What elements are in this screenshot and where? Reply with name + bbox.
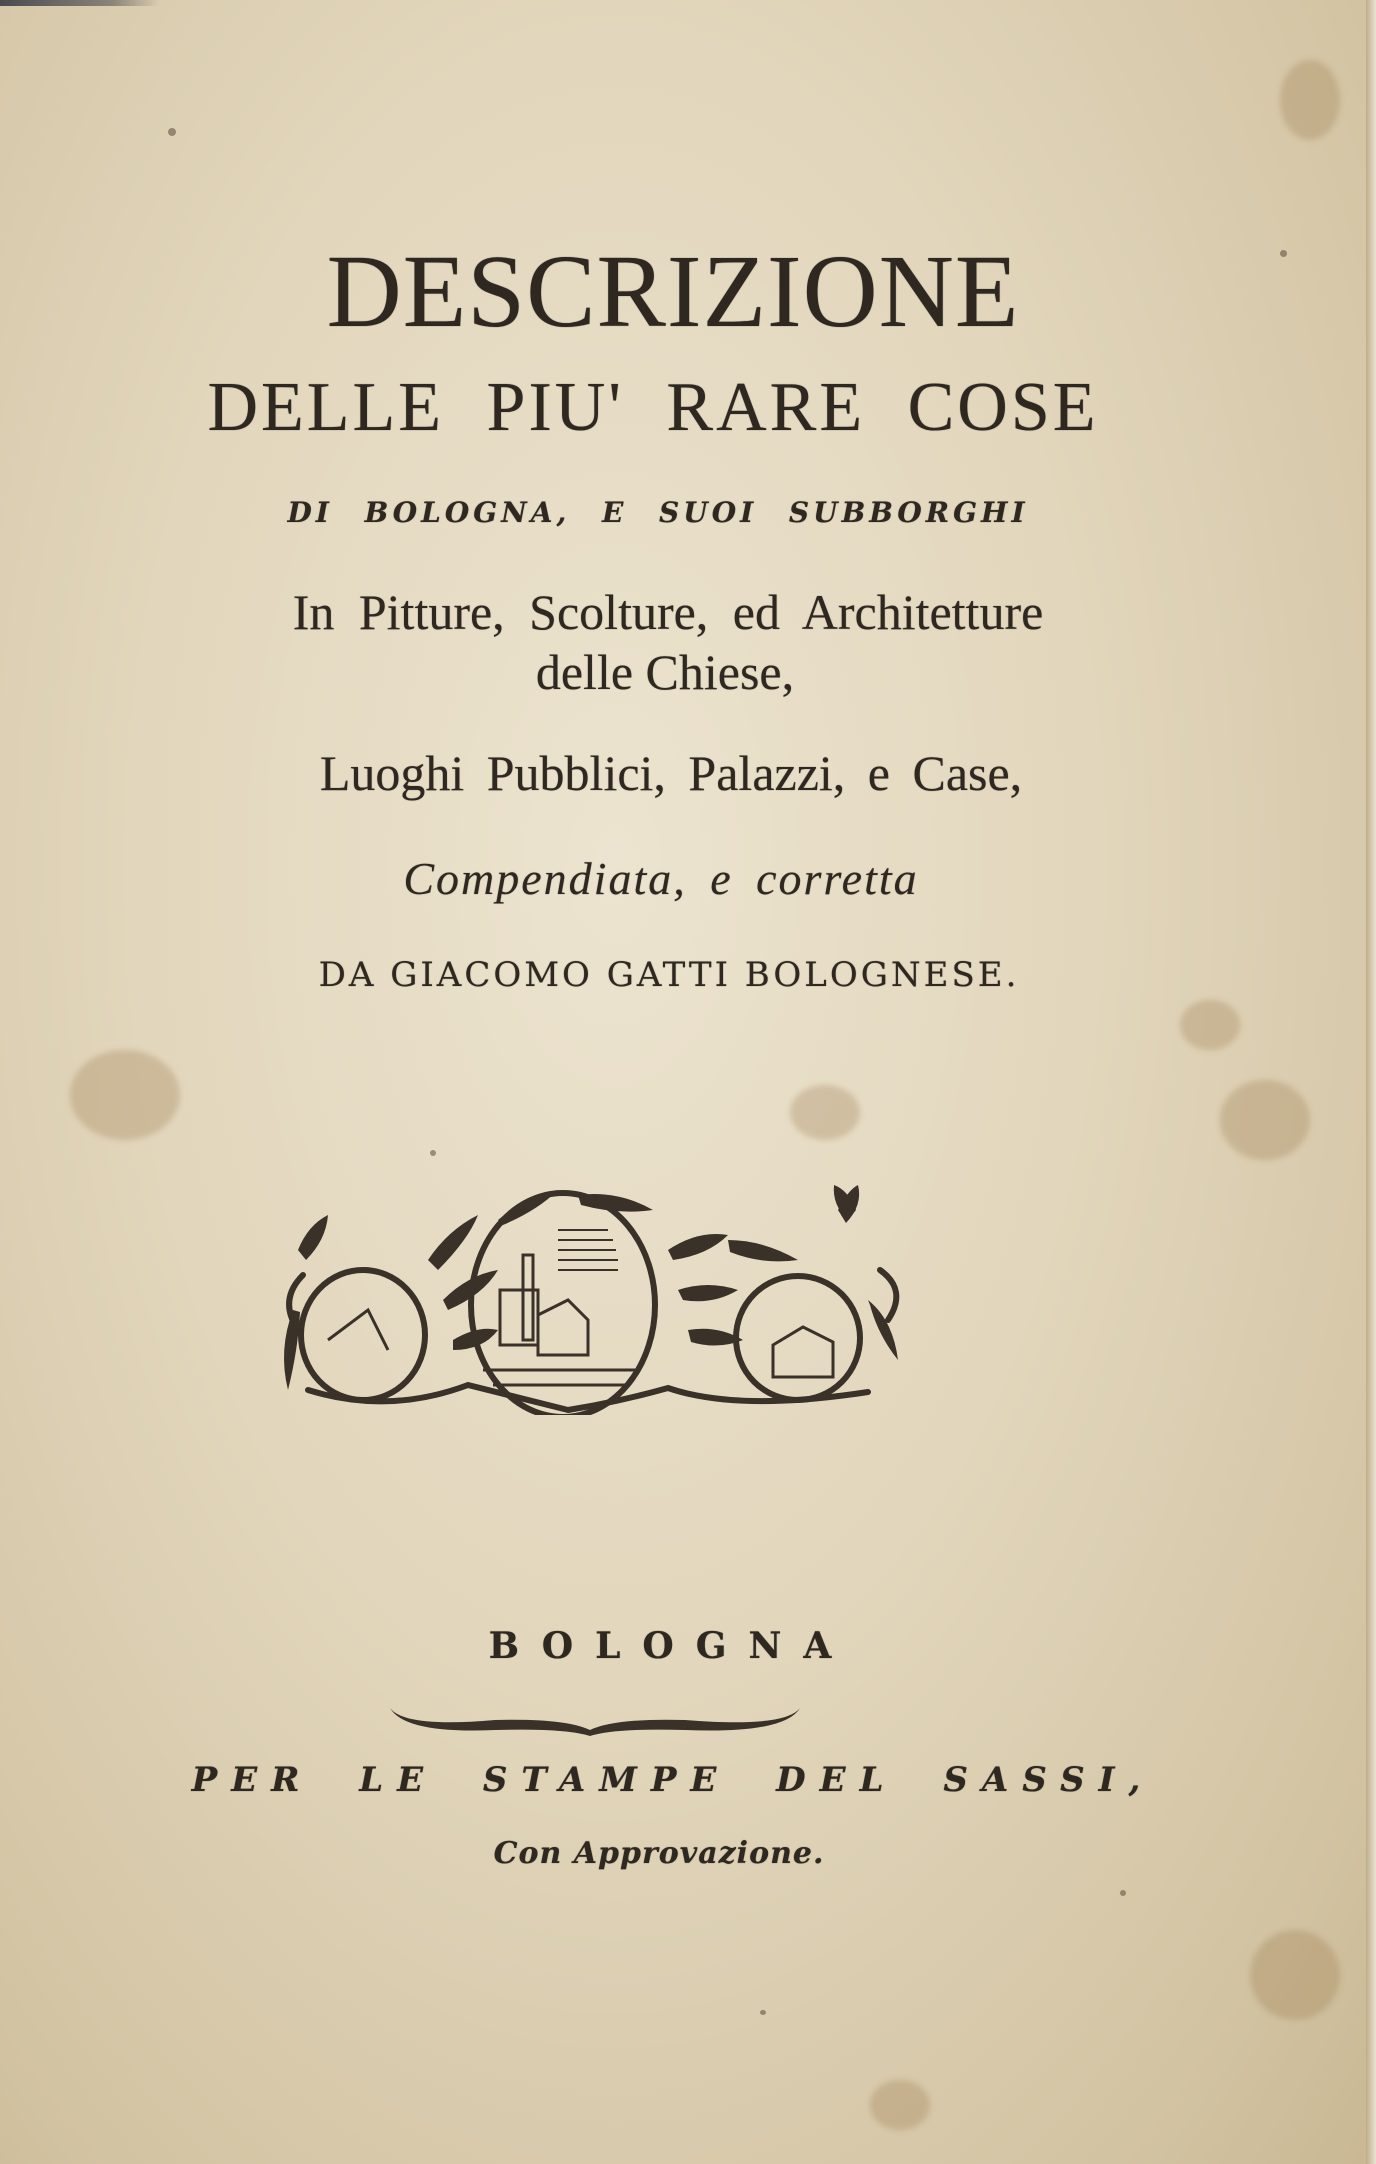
abridged-line: Compendiata, e corretta (403, 853, 919, 904)
book-title: DESCRIZIONE (326, 234, 1020, 349)
subjects-line: In Pitture, Scolture, ed Architetture (292, 584, 1044, 640)
speck (760, 2010, 766, 2015)
foxing-stain (1250, 1930, 1340, 2020)
churches-line: delle Chiese, (535, 644, 795, 700)
imprint-city: BOLOGNA (488, 1625, 854, 1667)
author-line: DA GIACOMO GATTI BOLOGNESE. (318, 955, 1020, 995)
speck (430, 1150, 436, 1156)
page-top-shadow (0, 0, 160, 6)
city-subtitle: DI BOLOGNA, E SUOI SUBBORGHI (287, 496, 1029, 529)
book-subtitle: DELLE PIU' RARE COSE (207, 369, 1099, 446)
foxing-stain (1220, 1080, 1310, 1160)
foxing-stain (1280, 60, 1340, 140)
imprint-approval: Con Approvazione. (493, 1836, 825, 1871)
woodcut-vignette-icon (268, 1180, 908, 1415)
page-edge (1366, 0, 1376, 2164)
imprint-printer: PER LE STAMPE DEL SASSI, (191, 1760, 1155, 1800)
speck (1120, 1890, 1126, 1896)
places-line: Luoghi Pubblici, Palazzi, e Case, (319, 745, 1023, 801)
foxing-stain (70, 1050, 180, 1140)
foxing-stain (1180, 1000, 1240, 1050)
foxing-stain (870, 2080, 930, 2130)
speck (168, 128, 176, 136)
swelled-rule-icon (385, 1700, 805, 1738)
foxing-stain (790, 1085, 860, 1140)
